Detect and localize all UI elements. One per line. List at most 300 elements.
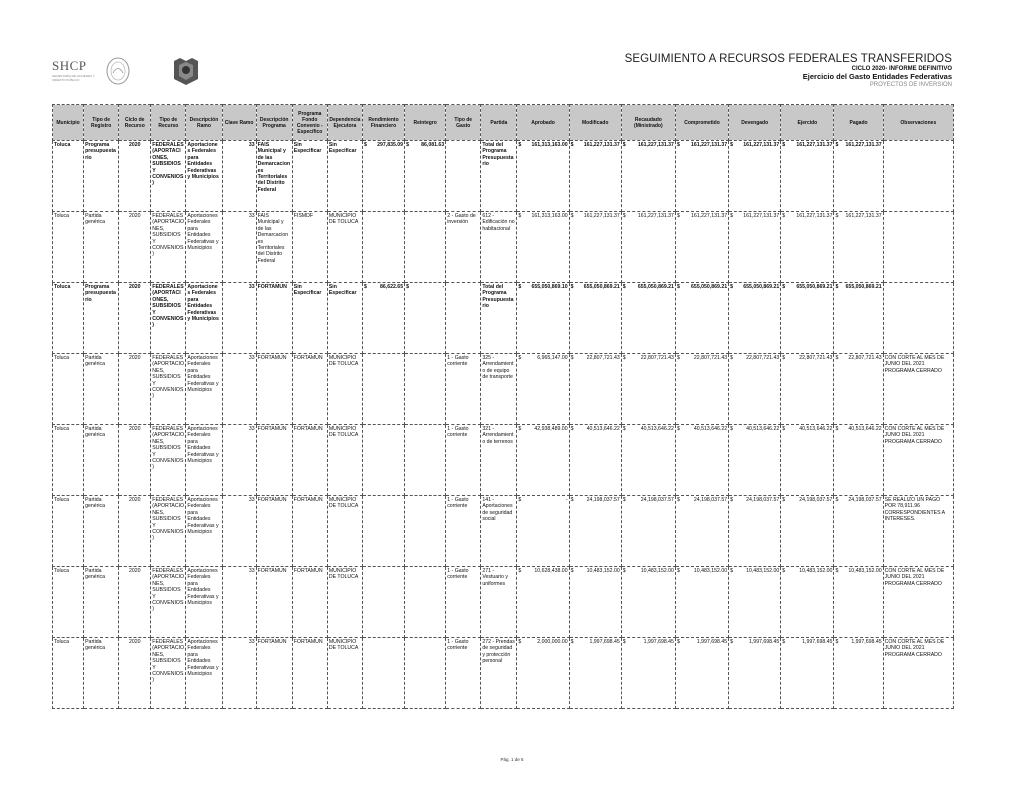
currency-symbol: $ bbox=[518, 284, 522, 290]
cell-desc-programa: FAIS Municipal y de las Demarcaciones Territoriales del Distrito Federal bbox=[256, 141, 292, 212]
currency-symbol: $ bbox=[835, 355, 839, 361]
cell-ciclo: 2020 bbox=[119, 638, 151, 709]
column-header: Modificado bbox=[569, 105, 621, 141]
cell-partida: 612 - Edificación no habitacional bbox=[481, 212, 517, 283]
cell-clave-ramo: 33 bbox=[222, 354, 256, 425]
cell-devengado bbox=[729, 212, 781, 283]
cell-reintegro bbox=[405, 638, 446, 709]
cell-aprobado bbox=[517, 425, 569, 496]
cell-tipo-gasto: 1 - Gasto corriente bbox=[446, 354, 481, 425]
cell-programa-fondo: FORTAMUN bbox=[292, 496, 327, 567]
cell-reintegro bbox=[405, 425, 446, 496]
cell-reintegro bbox=[405, 212, 446, 283]
currency-symbol: $ bbox=[676, 639, 680, 645]
amount-value: 10,628,438.00 bbox=[534, 568, 568, 574]
cell-reintegro bbox=[405, 567, 446, 638]
amount-value: 655,050,869.21 bbox=[691, 284, 728, 290]
column-header: Devengado bbox=[729, 105, 781, 141]
cell-desc-ramo: Aportaciones Federales para Entidades Federativas y Municipios bbox=[186, 638, 222, 709]
cell-tipo-recurso: FEDERALES (APORTACIONES, SUBSIDIOS Y CONVENIOS) bbox=[151, 425, 186, 496]
currency-symbol: $ bbox=[406, 284, 409, 290]
cell-programa-fondo: FORTAMUN bbox=[292, 354, 327, 425]
amount-value: 161,313,163.00 bbox=[531, 213, 568, 219]
column-header: Pagado bbox=[834, 105, 883, 141]
cell-tipo-recurso: FEDERALES (APORTACIONES, SUBSIDIOS Y CONVENIOS) bbox=[151, 638, 186, 709]
cell-devengado bbox=[729, 283, 781, 354]
cell-reintegro bbox=[405, 496, 446, 567]
cell-pagado bbox=[834, 567, 883, 638]
cell-desc-programa: FORTAMUN bbox=[256, 425, 292, 496]
cell-comprometido bbox=[675, 141, 728, 212]
currency-symbol: $ bbox=[782, 142, 786, 148]
cell-rendimiento bbox=[362, 354, 404, 425]
report-header bbox=[625, 53, 952, 88]
amount-value: 10,483,152.00 bbox=[746, 568, 780, 574]
cell-aprobado bbox=[517, 212, 569, 283]
currency-symbol: $ bbox=[570, 426, 574, 432]
currency-symbol: $ bbox=[676, 142, 680, 148]
amount-value: 655,050,869.21 bbox=[583, 284, 620, 290]
cell-dependencia: MUNICIPIO DE TOLUCA bbox=[327, 638, 362, 709]
cell-tipo-recurso: FEDERALES (APORTACIONES, SUBSIDIOS Y CONVENIOS) bbox=[151, 141, 186, 212]
currency-symbol: $ bbox=[835, 639, 839, 645]
cell-tipo-registro: Partida genérica bbox=[84, 212, 119, 283]
cell-comprometido bbox=[675, 567, 728, 638]
column-header: Descripción Ramo bbox=[186, 105, 222, 141]
cell-observaciones: CON CORTE AL MES DE JUNIO DEL 2021 PROGRAMA CERRADO bbox=[883, 638, 953, 709]
cell-partida: Total del Programa Presupuestario bbox=[481, 283, 517, 354]
amount-value: 42,938,489.00 bbox=[534, 426, 568, 432]
currency-symbol: $ bbox=[518, 213, 522, 219]
column-header: Tipo de Recurso bbox=[151, 105, 186, 141]
cell-desc-programa: FAIS Municipal y de las Demarcaciones Territoriales del Distrito Federal bbox=[256, 212, 292, 283]
amount-value: 86,622.65 bbox=[380, 284, 404, 290]
cell-rendimiento bbox=[362, 212, 404, 283]
amount-value: - bbox=[442, 284, 445, 290]
table-row bbox=[53, 212, 954, 283]
cell-ciclo: 2020 bbox=[119, 212, 151, 283]
cell-tipo-registro: Programa presupuestario bbox=[84, 141, 119, 212]
cell-devengado bbox=[729, 567, 781, 638]
cell-clave-ramo: 33 bbox=[222, 567, 256, 638]
page-footer: Pág. 1 de 5 bbox=[500, 757, 524, 762]
cell-programa-fondo: FORTAMUN bbox=[292, 567, 327, 638]
mexico-seal-icon bbox=[105, 56, 131, 86]
amount-value: 161,227,131.37 bbox=[845, 142, 882, 148]
cell-tipo-registro: Partida genérica bbox=[84, 425, 119, 496]
cell-tipo-gasto: 1 - Gasto corriente bbox=[446, 496, 481, 567]
cell-devengado bbox=[729, 354, 781, 425]
cell-tipo-gasto: 1 - Gasto corriente bbox=[446, 567, 481, 638]
shcp-logo-subtext: SECRETARÍA DE HACIENDA Y CRÉDITO PÚBLICO bbox=[52, 74, 95, 82]
cell-pagado bbox=[834, 283, 883, 354]
cell-ciclo: 2020 bbox=[119, 141, 151, 212]
currency-symbol: $ bbox=[676, 426, 680, 432]
amount-value: 22,807,721.43 bbox=[693, 355, 728, 361]
cell-tipo-registro: Partida genérica bbox=[84, 567, 119, 638]
cell-desc-programa: FORTAMUN bbox=[256, 283, 292, 354]
amount-value: 40,513,646.22 bbox=[693, 426, 728, 432]
cell-desc-ramo: Aportaciones Federales para Entidades Federativas y Municipios bbox=[186, 354, 222, 425]
cell-pagado bbox=[834, 354, 883, 425]
cell-desc-ramo: Aportaciones Federales para Entidades Federativas y Municipios bbox=[186, 567, 222, 638]
cell-ciclo: 2020 bbox=[119, 496, 151, 567]
cell-dependencia: MUNICIPIO DE TOLUCA bbox=[327, 425, 362, 496]
cell-recaudado bbox=[621, 425, 675, 496]
amount-value: 161,227,131.37 bbox=[691, 142, 728, 148]
cell-clave-ramo: 33 bbox=[222, 212, 256, 283]
currency-symbol: $ bbox=[730, 639, 733, 645]
cell-desc-ramo: Aportaciones Federales para Entidades Federativas y Municipios bbox=[186, 425, 222, 496]
currency-symbol: $ bbox=[782, 639, 786, 645]
cell-pagado bbox=[834, 425, 883, 496]
amount-value: 655,050,869.21 bbox=[743, 284, 780, 290]
currency-symbol: $ bbox=[676, 497, 680, 503]
cell-modificado bbox=[569, 425, 621, 496]
amount-value: 6,965,147.00 bbox=[537, 355, 568, 361]
amount-value: 1,997,698.45 bbox=[748, 639, 780, 645]
cell-programa-fondo: FORTAMUN bbox=[292, 638, 327, 709]
cell-partida: 321 - Arrendamiento de terrenos bbox=[481, 425, 517, 496]
cell-programa-fondo: Sin Especificar bbox=[292, 141, 327, 212]
cell-desc-programa: FORTAMUN bbox=[256, 638, 292, 709]
cell-programa-fondo: Sin Especificar bbox=[292, 283, 327, 354]
column-header: Ejercido bbox=[781, 105, 834, 141]
currency-symbol: $ bbox=[730, 213, 733, 219]
amount-value: 161,227,131.37 bbox=[743, 213, 780, 219]
cell-desc-ramo: Aportaciones Federales para Entidades Federativas y Municipios bbox=[186, 283, 222, 354]
amount-value: 24,198,037.57 bbox=[586, 497, 620, 503]
cell-observaciones: CON CORTE AL MES DE JUNIO DEL 2021 PROGRAMA CERRADO bbox=[883, 425, 953, 496]
column-header: Ciclo de Recurso bbox=[119, 105, 151, 141]
currency-symbol: $ bbox=[676, 568, 680, 574]
amount-value: 161,227,131.37 bbox=[796, 142, 833, 148]
amount-value: 24,198,037.57 bbox=[640, 497, 674, 503]
amount-value: 161,227,131.37 bbox=[691, 213, 728, 219]
amount-value: 1,997,698.45 bbox=[589, 639, 620, 645]
cell-municipio: Toluca bbox=[53, 638, 84, 709]
currency-symbol: $ bbox=[570, 284, 574, 290]
cell-modificado bbox=[569, 567, 621, 638]
cell-rendimiento bbox=[362, 425, 404, 496]
cell-modificado bbox=[569, 354, 621, 425]
currency-symbol: $ bbox=[622, 355, 626, 361]
cell-modificado bbox=[569, 212, 621, 283]
column-header: Municipio bbox=[53, 105, 84, 141]
cell-pagado bbox=[834, 638, 883, 709]
currency-symbol: $ bbox=[518, 355, 522, 361]
cell-dependencia: MUNICIPIO DE TOLUCA bbox=[327, 567, 362, 638]
currency-symbol: $ bbox=[518, 426, 522, 432]
cell-pagado bbox=[834, 141, 883, 212]
cell-aprobado bbox=[517, 283, 569, 354]
currency-symbol: $ bbox=[622, 213, 626, 219]
column-header: Observaciones bbox=[883, 105, 953, 141]
amount-value: 24,198,037.57 bbox=[799, 497, 833, 503]
column-header: Aprobado bbox=[517, 105, 569, 141]
amount-value: 1,997,698.45 bbox=[851, 639, 882, 645]
column-header: Clave Ramo bbox=[222, 105, 256, 141]
currency-symbol: $ bbox=[622, 142, 626, 148]
amount-value: 161,227,131.37 bbox=[796, 213, 833, 219]
cell-partida: 325 - Arrendamiento de equipo de transporte bbox=[481, 354, 517, 425]
cell-reintegro bbox=[405, 354, 446, 425]
currency-symbol: $ bbox=[570, 355, 574, 361]
report-title: SEGUIMIENTO A RECURSOS FEDERALES TRANSFERIDOS bbox=[624, 53, 952, 65]
cell-tipo-gasto: 1 - Gasto corriente bbox=[446, 638, 481, 709]
amount-value: 161,227,131.37 bbox=[637, 213, 674, 219]
column-header: Comprometido bbox=[675, 105, 728, 141]
cell-clave-ramo: 33 bbox=[222, 425, 256, 496]
cell-pagado bbox=[834, 496, 883, 567]
amount-value: 1,997,698.45 bbox=[696, 639, 728, 645]
cell-observaciones bbox=[883, 283, 953, 354]
amount-value: 10,483,152.00 bbox=[586, 568, 620, 574]
cell-observaciones: CON CORTE AL MES DE JUNIO DEL 2021 PROGRAMA CERRADO bbox=[883, 567, 953, 638]
table-row bbox=[53, 283, 954, 354]
cell-aprobado bbox=[517, 638, 569, 709]
cell-modificado bbox=[569, 638, 621, 709]
amount-value: 10,483,152.00 bbox=[640, 568, 674, 574]
amount-value: 24,198,037.57 bbox=[848, 497, 882, 503]
report-section: PROYECTOS DE INVERSION bbox=[869, 82, 952, 88]
cell-aprobado bbox=[517, 567, 569, 638]
column-header: Tipo de Gasto bbox=[446, 105, 481, 141]
cell-desc-ramo: Aportaciones Federales para Entidades Federativas y Municipios bbox=[186, 212, 222, 283]
amount-value: 40,513,646.22 bbox=[640, 426, 674, 432]
currency-symbol: $ bbox=[782, 568, 786, 574]
column-header: Tipo de Registro bbox=[84, 105, 119, 141]
amount-value: 86,081.63 bbox=[421, 142, 445, 148]
cell-desc-ramo: Aportaciones Federales para Entidades Federativas y Municipios bbox=[186, 141, 222, 212]
currency-symbol: $ bbox=[676, 284, 680, 290]
header-row bbox=[53, 105, 954, 141]
cell-devengado bbox=[729, 496, 781, 567]
column-header: Reintegro bbox=[405, 105, 446, 141]
amount-value: 40,513,646.22 bbox=[746, 426, 780, 432]
amount-value: 2,000,000.00 bbox=[537, 639, 568, 645]
cell-dependencia: Sin Especificar bbox=[327, 141, 362, 212]
currency-symbol: $ bbox=[622, 639, 626, 645]
cell-clave-ramo: 33 bbox=[222, 638, 256, 709]
amount-value: 1,997,698.45 bbox=[802, 639, 833, 645]
currency-symbol: $ bbox=[835, 497, 839, 503]
cell-desc-programa: FORTAMUN bbox=[256, 496, 292, 567]
amount-value: 297,835.09 bbox=[377, 142, 404, 148]
cell-dependencia: Sin Especificar bbox=[327, 283, 362, 354]
cell-observaciones: SE REALIZO UN PAGO POR 78,911.96 CORRESPONDIENTES A INTERESES. bbox=[883, 496, 953, 567]
currency-symbol: $ bbox=[570, 142, 574, 148]
cell-rendimiento bbox=[362, 496, 404, 567]
cell-ejercido bbox=[781, 354, 834, 425]
cell-ejercido bbox=[781, 212, 834, 283]
amount-value: 161,227,131.37 bbox=[583, 213, 620, 219]
cell-observaciones bbox=[883, 212, 953, 283]
currency-symbol: $ bbox=[730, 142, 733, 148]
cell-clave-ramo: 33 bbox=[222, 141, 256, 212]
amount-value: 22,807,721.43 bbox=[586, 355, 620, 361]
currency-symbol: $ bbox=[570, 213, 574, 219]
table-row bbox=[53, 141, 954, 212]
cell-clave-ramo: 33 bbox=[222, 496, 256, 567]
amount-value: 22,807,721.43 bbox=[640, 355, 674, 361]
amount-value: 24,198,037.57 bbox=[746, 497, 780, 503]
amount-value: 40,513,646.22 bbox=[586, 426, 620, 432]
state-emblem-icon bbox=[170, 55, 202, 87]
amount-value: 40,513,646.22 bbox=[848, 426, 882, 432]
cell-ejercido bbox=[781, 283, 834, 354]
cell-tipo-recurso: FEDERALES (APORTACIONES, SUBSIDIOS Y CONVENIOS) bbox=[151, 212, 186, 283]
currency-symbol: $ bbox=[730, 497, 733, 503]
currency-symbol: $ bbox=[730, 426, 733, 432]
expenditure-table bbox=[52, 104, 954, 709]
currency-symbol: $ bbox=[782, 497, 786, 503]
amount-value: 22,807,721.43 bbox=[746, 355, 780, 361]
currency-symbol: $ bbox=[835, 284, 839, 290]
cell-comprometido bbox=[675, 354, 728, 425]
cell-modificado bbox=[569, 283, 621, 354]
currency-symbol: $ bbox=[363, 284, 367, 290]
amount-value: 161,227,131.37 bbox=[583, 142, 620, 148]
currency-symbol: $ bbox=[622, 426, 626, 432]
cell-tipo-registro: Partida genérica bbox=[84, 638, 119, 709]
amount-value: 22,807,721.43 bbox=[848, 355, 882, 361]
amount-value: 655,050,869.21 bbox=[637, 284, 674, 290]
cell-observaciones: CON CORTE AL MES DE JUNIO DEL 2021 PROGRAMA CERRADO bbox=[883, 354, 953, 425]
currency-symbol: $ bbox=[730, 568, 733, 574]
amount-value: 10,483,152.00 bbox=[799, 568, 833, 574]
cell-aprobado bbox=[517, 141, 569, 212]
report-cycle: CICLO 2020- INFORME DEFINITIVO bbox=[851, 66, 952, 72]
currency-symbol: $ bbox=[518, 568, 522, 574]
currency-symbol: $ bbox=[622, 568, 626, 574]
amount-value: 10,483,152.00 bbox=[848, 568, 882, 574]
cell-recaudado bbox=[621, 638, 675, 709]
table-row bbox=[53, 567, 954, 638]
cell-tipo-recurso: FEDERALES (APORTACIONES, SUBSIDIOS Y CONVENIOS) bbox=[151, 496, 186, 567]
table-row bbox=[53, 496, 954, 567]
cell-aprobado bbox=[517, 354, 569, 425]
column-header: Dependencia Ejecutora bbox=[327, 105, 362, 141]
cell-tipo-recurso: FEDERALES (APORTACIONES, SUBSIDIOS Y CONVENIOS) bbox=[151, 567, 186, 638]
cell-rendimiento bbox=[362, 283, 404, 354]
cell-municipio: Toluca bbox=[53, 283, 84, 354]
table-row bbox=[53, 425, 954, 496]
cell-partida: 271 - Vestuario y uniformes bbox=[481, 567, 517, 638]
cell-ejercido bbox=[781, 141, 834, 212]
currency-symbol: $ bbox=[570, 639, 574, 645]
cell-recaudado bbox=[621, 354, 675, 425]
column-header: Recaudado (Ministrado) bbox=[621, 105, 675, 141]
cell-ciclo: 2020 bbox=[119, 354, 151, 425]
currency-symbol: $ bbox=[835, 213, 839, 219]
cell-desc-programa: FORTAMUN bbox=[256, 354, 292, 425]
column-header: Descripción Programa bbox=[256, 105, 292, 141]
currency-symbol: $ bbox=[406, 142, 409, 148]
currency-symbol: $ bbox=[570, 497, 574, 503]
cell-partida: 272 - Prendas de seguridad y protección personal bbox=[481, 638, 517, 709]
cell-comprometido bbox=[675, 425, 728, 496]
cell-rendimiento bbox=[362, 141, 404, 212]
cell-clave-ramo: 33 bbox=[222, 283, 256, 354]
cell-tipo-registro: Partida genérica bbox=[84, 496, 119, 567]
cell-municipio: Toluca bbox=[53, 354, 84, 425]
amount-value: 40,513,646.22 bbox=[799, 426, 833, 432]
cell-comprometido bbox=[675, 212, 728, 283]
cell-dependencia: MUNICIPIO DE TOLUCA bbox=[327, 212, 362, 283]
currency-symbol: $ bbox=[835, 568, 839, 574]
cell-comprometido bbox=[675, 496, 728, 567]
cell-ciclo: 2020 bbox=[119, 567, 151, 638]
shcp-logo bbox=[52, 58, 107, 86]
cell-ejercido bbox=[781, 425, 834, 496]
amount-value: 161,227,131.37 bbox=[637, 142, 674, 148]
amount-value: 161,227,131.37 bbox=[845, 213, 882, 219]
currency-symbol: $ bbox=[782, 426, 786, 432]
cell-tipo-gasto bbox=[446, 283, 481, 354]
cell-modificado bbox=[569, 496, 621, 567]
cell-tipo-registro: Programa presupuestario bbox=[84, 283, 119, 354]
currency-symbol: $ bbox=[782, 284, 786, 290]
cell-municipio: Toluca bbox=[53, 567, 84, 638]
amount-value: 24,198,037.57 bbox=[693, 497, 728, 503]
column-header: Partida bbox=[481, 105, 517, 141]
currency-symbol: $ bbox=[835, 426, 839, 432]
cell-recaudado bbox=[621, 212, 675, 283]
cell-ejercido bbox=[781, 638, 834, 709]
currency-symbol: $ bbox=[676, 355, 680, 361]
currency-symbol: $ bbox=[730, 355, 733, 361]
amount-value: 22,807,721.43 bbox=[799, 355, 833, 361]
amount-value: 161,313,163.00 bbox=[531, 142, 568, 148]
currency-symbol: $ bbox=[782, 355, 786, 361]
cell-rendimiento bbox=[362, 567, 404, 638]
cell-partida: Total del Programa Presupuestario bbox=[481, 141, 517, 212]
cell-recaudado bbox=[621, 567, 675, 638]
cell-recaudado bbox=[621, 141, 675, 212]
cell-comprometido bbox=[675, 283, 728, 354]
cell-ejercido bbox=[781, 496, 834, 567]
cell-partida: 141 - Aportaciones de seguridad social bbox=[481, 496, 517, 567]
currency-symbol: $ bbox=[518, 142, 522, 148]
currency-symbol: $ bbox=[622, 284, 626, 290]
column-header: Programa Fondo Convenio - Específico bbox=[292, 105, 327, 141]
cell-devengado bbox=[729, 425, 781, 496]
amount-value: 161,227,131.37 bbox=[743, 142, 780, 148]
shcp-logo-text: SHCP bbox=[52, 58, 87, 73]
currency-symbol: $ bbox=[782, 213, 786, 219]
amount-value: - bbox=[565, 497, 568, 503]
amount-value: 655,050,869.10 bbox=[531, 284, 568, 290]
cell-ciclo: 2020 bbox=[119, 425, 151, 496]
cell-rendimiento bbox=[362, 638, 404, 709]
cell-tipo-registro: Partida genérica bbox=[84, 354, 119, 425]
cell-tipo-gasto bbox=[446, 141, 481, 212]
cell-tipo-recurso: FEDERALES (APORTACIONES, SUBSIDIOS Y CONVENIOS) bbox=[151, 283, 186, 354]
cell-ejercido bbox=[781, 567, 834, 638]
currency-symbol: $ bbox=[622, 497, 626, 503]
cell-dependencia: MUNICIPIO DE TOLUCA bbox=[327, 496, 362, 567]
cell-desc-ramo: Aportaciones Federales para Entidades Federativas y Municipios bbox=[186, 496, 222, 567]
cell-devengado bbox=[729, 141, 781, 212]
amount-value: 1,997,698.45 bbox=[643, 639, 674, 645]
cell-ciclo: 2020 bbox=[119, 283, 151, 354]
cell-municipio: Toluca bbox=[53, 496, 84, 567]
cell-municipio: Toluca bbox=[53, 141, 84, 212]
amount-value: 10,483,152.00 bbox=[693, 568, 728, 574]
cell-tipo-recurso: FEDERALES (APORTACIONES, SUBSIDIOS Y CONVENIOS) bbox=[151, 354, 186, 425]
cell-desc-programa: FORTAMUN bbox=[256, 567, 292, 638]
